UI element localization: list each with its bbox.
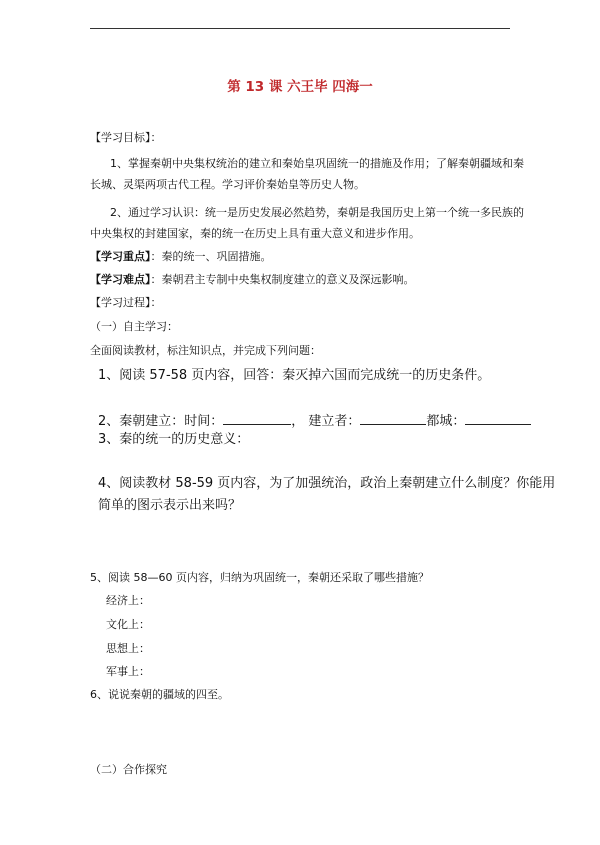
question-2-founder-label: ， 建立者： xyxy=(291,414,361,429)
objective-2-line-2: 中央集权的封建国家，秦的统一在历史上具有重大意义和进步作用。 xyxy=(90,227,420,240)
question-5: 5、阅读 58—60 页内容，归纳为巩固统一，秦朝还采取了哪些措施？ xyxy=(90,571,429,584)
difficult-points-label: 【学习难点】 xyxy=(90,273,151,286)
measure-culture: 文化上： xyxy=(106,618,150,631)
question-1: 1、阅读 57-58 页内容，回答：秦灭掉六国而完成统一的历史条件。 xyxy=(98,368,491,383)
section-1-heading: （一）自主学习： xyxy=(90,320,178,333)
objective-2-line-1: 2、通过学习认识：统一是历史发展必然趋势，秦朝是我国历史上第一个统一多民族的 xyxy=(110,206,524,219)
section-2-heading: （二）合作探究 xyxy=(90,763,167,776)
founder-blank[interactable] xyxy=(360,412,426,425)
objective-1-line-1: 1、掌握秦朝中央集权统治的建立和秦始皇巩固统一的措施及作用；了解秦朝疆域和秦 xyxy=(110,157,524,170)
lesson-title: 第 13 课 六王毕 四海一 xyxy=(227,79,373,95)
founding-time-blank[interactable] xyxy=(223,412,291,425)
objective-1-line-2: 长城、灵渠两项古代工程。学习评价秦始皇等历史人物。 xyxy=(90,178,365,191)
objectives-heading: 【学习目标】： xyxy=(90,131,162,144)
measure-economy: 经济上： xyxy=(106,594,150,607)
difficult-points-text: ：秦朝君主专制中央集权制度建立的意义及深远影响。 xyxy=(150,273,415,286)
difficult-points xyxy=(90,273,415,287)
question-4-line-1: 4、阅读教材 58-59 页内容，为了加强统治，政治上秦朝建立什么制度？你能用 xyxy=(98,476,556,491)
question-2-capital-label: 都城： xyxy=(426,414,466,429)
question-2 xyxy=(98,412,531,430)
header-rule xyxy=(90,28,510,29)
question-6: 6、说说秦朝的疆域的四至。 xyxy=(90,688,229,701)
process-heading: 【学习过程】： xyxy=(90,296,162,309)
key-points-text: ：秦的统一、巩固措施。 xyxy=(150,250,272,263)
section-1-intro: 全面阅读教材，标注知识点，并完成下列问题： xyxy=(90,344,321,357)
key-points-label: 【学习重点】 xyxy=(90,250,151,263)
key-points xyxy=(90,250,272,264)
measure-thought: 思想上： xyxy=(106,642,150,655)
question-3: 3、秦的统一的历史意义： xyxy=(98,432,250,447)
question-4-line-2: 简单的图示表示出来吗？ xyxy=(98,498,242,513)
question-2-prefix: 2、秦朝建立：时间： xyxy=(98,414,224,429)
capital-blank[interactable] xyxy=(465,412,531,425)
measure-military: 军事上： xyxy=(106,665,150,678)
